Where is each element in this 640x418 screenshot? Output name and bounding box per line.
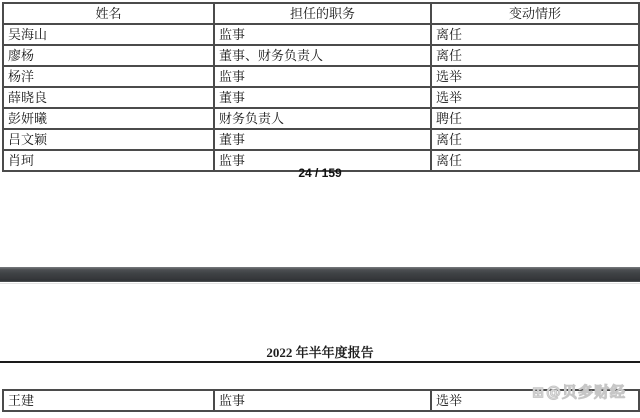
cell-position: 董事 — [214, 87, 431, 108]
cell-name: 吴海山 — [3, 24, 214, 45]
beiduo-logo-icon: ⊞ — [532, 385, 545, 401]
page-separator-bar — [0, 267, 640, 282]
cell-position: 监事 — [214, 24, 431, 45]
cell-name: 薛晓良 — [3, 87, 214, 108]
table-header-row — [3, 3, 639, 24]
personnel-change-table — [2, 2, 640, 172]
cell-position: 董事 — [214, 129, 431, 150]
cell-name: 吕文颖 — [3, 129, 214, 150]
cell-position: 监事 — [214, 150, 431, 171]
report-header-title: 2022 年半年度报告 — [266, 345, 374, 360]
cell-change: 选举 — [431, 66, 639, 87]
page-separator-shadow — [0, 283, 640, 284]
cell-name: 杨洋 — [3, 66, 214, 87]
watermark-text: @贝多财经 — [545, 383, 626, 401]
cell-change: 离任 — [431, 45, 639, 66]
cell-name: 肖珂 — [3, 150, 214, 171]
cell-change: 离任 — [431, 24, 639, 45]
table-row — [3, 24, 639, 45]
cell-position: 监事 — [214, 66, 431, 87]
page-number: 24 / 159 — [298, 166, 342, 180]
cell-change: 选举 — [431, 87, 639, 108]
table-row — [3, 108, 639, 129]
table-row — [3, 129, 639, 150]
cell-name: 彭妍曦 — [3, 108, 214, 129]
col-header-name: 姓名 — [3, 3, 214, 24]
cell-name: 王建 — [3, 390, 214, 411]
cell-change: 聘任 — [431, 108, 639, 129]
cell-position: 财务负责人 — [214, 108, 431, 129]
table-row — [3, 87, 639, 108]
col-header-change: 变动情形 — [431, 3, 639, 24]
col-header-position: 担任的职务 — [214, 3, 431, 24]
header-rule — [0, 361, 640, 363]
cell-name: 廖杨 — [3, 45, 214, 66]
watermark — [532, 381, 626, 402]
cell-position: 监事 — [214, 390, 431, 411]
table-row — [3, 66, 639, 87]
cell-change: 离任 — [431, 150, 639, 171]
cell-change: 离任 — [431, 129, 639, 150]
cell-position: 董事、财务负责人 — [214, 45, 431, 66]
table-row — [3, 45, 639, 66]
cell-change: 选举 — [431, 390, 639, 411]
